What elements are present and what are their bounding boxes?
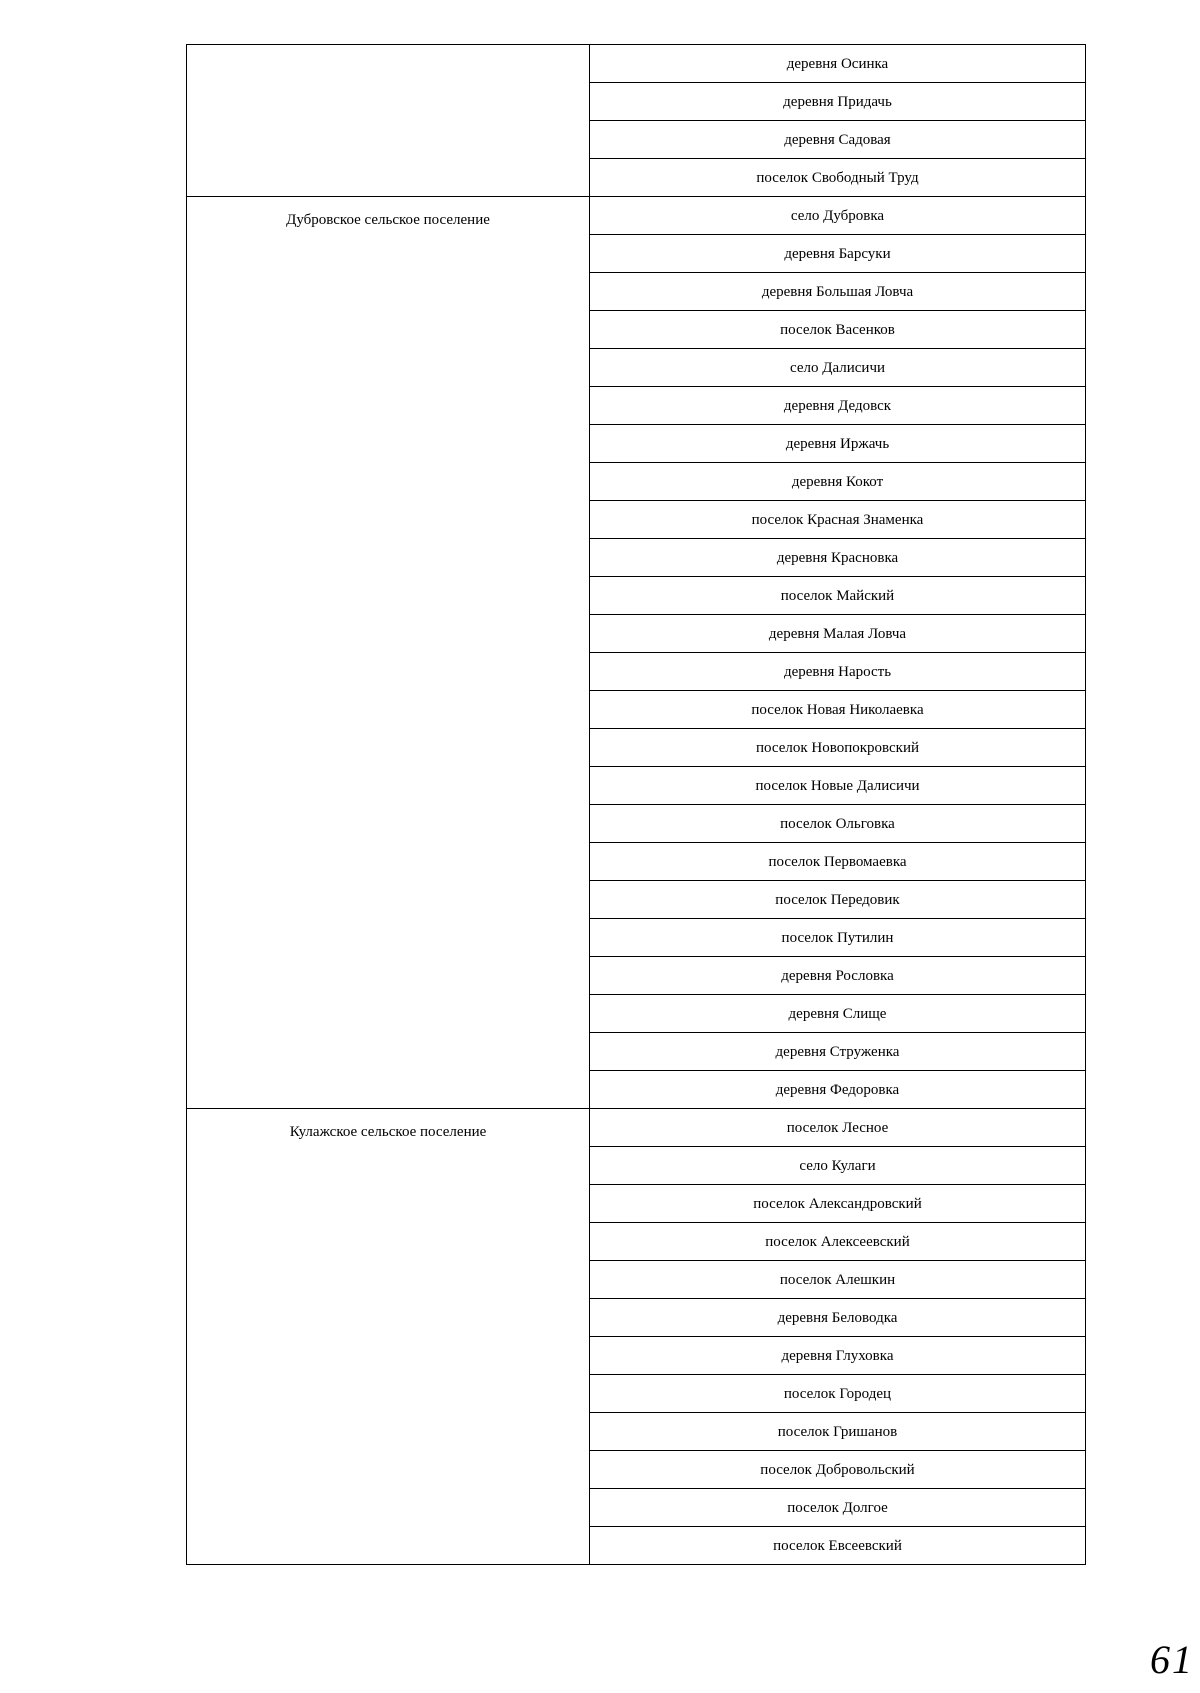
locality-cell: деревня Рословка [590, 957, 1086, 995]
locality-cell: поселок Ольговка [590, 805, 1086, 843]
settlement-name-cell [187, 45, 590, 197]
locality-cell: деревня Садовая [590, 121, 1086, 159]
locality-cell: поселок Свободный Труд [590, 159, 1086, 197]
locality-cell: село Кулаги [590, 1147, 1086, 1185]
locality-cell: поселок Городец [590, 1375, 1086, 1413]
locality-cell: деревня Струженка [590, 1033, 1086, 1071]
locality-cell: поселок Первомаевка [590, 843, 1086, 881]
locality-cell: поселок Гришанов [590, 1413, 1086, 1451]
locality-cell: деревня Слище [590, 995, 1086, 1033]
locality-cell: деревня Красновка [590, 539, 1086, 577]
locality-cell: деревня Придачь [590, 83, 1086, 121]
locality-cell: поселок Евсеевский [590, 1527, 1086, 1565]
locality-cell: деревня Глуховка [590, 1337, 1086, 1375]
locality-cell: поселок Передовик [590, 881, 1086, 919]
locality-cell: поселок Долгое [590, 1489, 1086, 1527]
locality-cell: поселок Красная Знаменка [590, 501, 1086, 539]
locality-cell: деревня Барсуки [590, 235, 1086, 273]
locality-cell: деревня Большая Ловча [590, 273, 1086, 311]
settlement-name-cell: Дубровское сельское поселение [187, 197, 590, 1109]
locality-cell: поселок Лесное [590, 1109, 1086, 1147]
locality-cell: поселок Васенков [590, 311, 1086, 349]
locality-cell: деревня Федоровка [590, 1071, 1086, 1109]
locality-cell: поселок Александровский [590, 1185, 1086, 1223]
locality-cell: поселок Новая Николаевка [590, 691, 1086, 729]
locality-cell: село Далисичи [590, 349, 1086, 387]
locality-cell: деревня Осинка [590, 45, 1086, 83]
locality-cell: деревня Дедовск [590, 387, 1086, 425]
locality-cell: деревня Малая Ловча [590, 615, 1086, 653]
table-row [187, 1109, 1086, 1147]
settlements-table [186, 44, 1086, 1565]
locality-cell: поселок Алешкин [590, 1261, 1086, 1299]
locality-cell: поселок Алексеевский [590, 1223, 1086, 1261]
locality-cell: село Дубровка [590, 197, 1086, 235]
locality-cell: поселок Майский [590, 577, 1086, 615]
page-number: 61 [1150, 1637, 1194, 1682]
locality-cell: поселок Путилин [590, 919, 1086, 957]
settlement-name-cell: Кулажское сельское поселение [187, 1109, 590, 1565]
locality-cell: поселок Добровольский [590, 1451, 1086, 1489]
locality-cell: деревня Кокот [590, 463, 1086, 501]
locality-cell: деревня Нарость [590, 653, 1086, 691]
table-row [187, 197, 1086, 235]
locality-cell: деревня Иржачь [590, 425, 1086, 463]
locality-cell: поселок Новые Далисичи [590, 767, 1086, 805]
locality-cell: поселок Новопокровский [590, 729, 1086, 767]
table-row [187, 45, 1086, 83]
locality-cell: деревня Беловодка [590, 1299, 1086, 1337]
